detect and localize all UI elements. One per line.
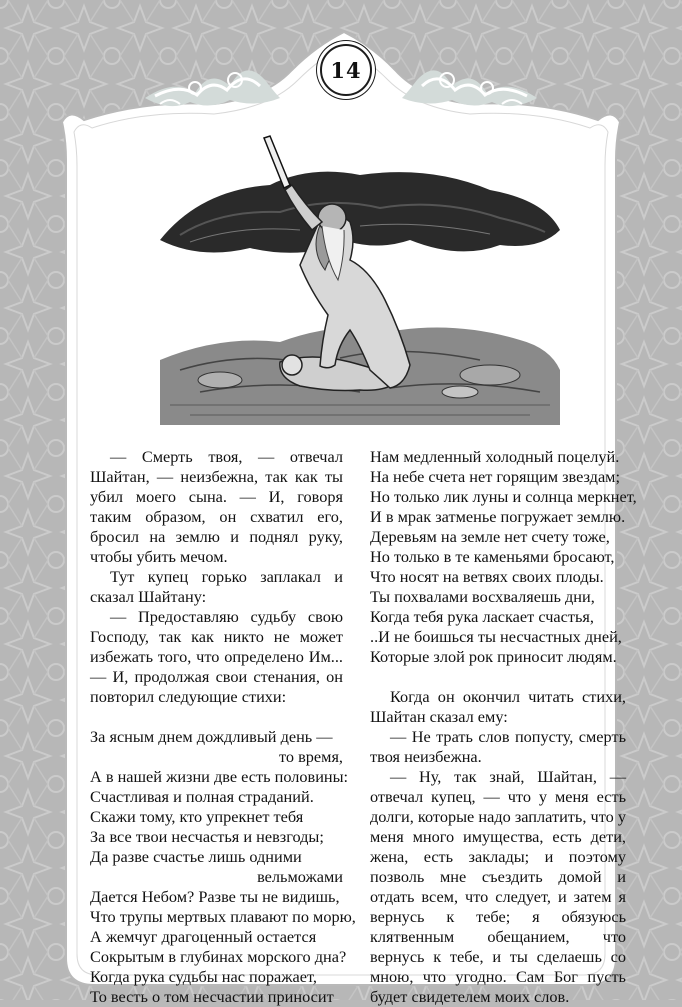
paragraph: Тут купец горько заплакал и сказал Шайтану: xyxy=(90,567,343,606)
verse-line: Ты похвалами восхваляешь дни, xyxy=(370,587,595,606)
verse-line: Скажи тому, кто упрекнет тебя xyxy=(90,807,304,826)
engraving-illustration xyxy=(160,130,560,425)
verse-line: И в мрак затменье погружает землю. xyxy=(370,507,626,526)
verse-line: На небе счета нет горящим звездам; xyxy=(370,467,620,486)
verse-line: Счастливая и полная страданий. xyxy=(90,787,314,806)
verse-line: Да разве счастье лишь одними xyxy=(90,847,302,866)
verse-line: За все твои несчастья и невзгоды; xyxy=(90,827,324,846)
verse-line: то время, xyxy=(278,747,343,766)
verse-line: Деревьям на земле нет счету тоже, xyxy=(370,527,610,546)
paragraph: — Не трать слов попусту, смерть твоя неизбежна. xyxy=(370,727,626,766)
floral-ornament-left xyxy=(135,38,285,118)
paragraph: — Ну, так знай, Шайтан, — отвечал купец, — что у меня есть долги, которые надо заплатить, что у меня много имущества, есть дети, жена, есть заклады; и поэтому позволь мне съездить домой и отдать всем, что следует, и затем я вернусь к тебе; я обязуюсь клятвенным обещанием, что вернусь к тебе, и ты сделаешь со мною, что угодно. Сам Бог пусть будет свидетелем моих слов. xyxy=(370,767,626,1006)
right-text-column xyxy=(370,447,637,1007)
verse-line: Которые злой рок приносит людям. xyxy=(370,647,617,666)
verse-line: Что трупы мертвых плавают по морю, xyxy=(90,907,356,926)
verse-line: Сокрытым в глубинах морского дна? xyxy=(90,947,347,966)
verse-line: Но только в те каменьями бросают, xyxy=(370,547,615,566)
verse-line: ..И не боишься ты несчастных дней, xyxy=(370,627,622,646)
verse-line: А в нашей жизни две есть половины: xyxy=(90,767,349,786)
verse-line: Когда тебя рука ласкает счастья, xyxy=(370,607,594,626)
paragraph: — Смерть твоя, — отвечал Шайтан, — неизбежна, так как ты убил моего сына. — И, говоря таким образом, он схватил его, бросил на землю и поднял руку, чтобы убить мечом. xyxy=(90,447,343,566)
verse-line: То весть о том несчастии приносит xyxy=(90,987,334,1006)
verse-line: Что носят на ветвях своих плоды. xyxy=(370,567,604,586)
paragraph: Когда он окончил читать стихи, Шайтан сказал ему: xyxy=(370,687,626,726)
floral-ornament-right xyxy=(397,38,547,118)
verse-line: За ясным днем дождливый день — xyxy=(90,727,333,746)
verse-line: Дается Небом? Разве ты не видишь, xyxy=(90,887,340,906)
verse-line: Нам медленный холодный поцелуй. xyxy=(370,447,620,466)
paragraph: — Предоставляю судьбу свою Господу, так как никто не может избежать того, что определено Им... — И, продолжая свои стенания, он повторил следующие стихи: xyxy=(90,607,343,706)
verse-line: Когда рука судьбы нас поражает, xyxy=(90,967,317,986)
page-number-medallion xyxy=(320,44,372,96)
verse-line: вельможами xyxy=(257,867,343,886)
verse-line: А жемчуг драгоценный остается xyxy=(90,927,317,946)
page-number: 14 xyxy=(330,57,362,83)
left-text-column xyxy=(90,447,356,1007)
verse-line: Но только лик луны и солнца меркнет, xyxy=(370,487,637,506)
